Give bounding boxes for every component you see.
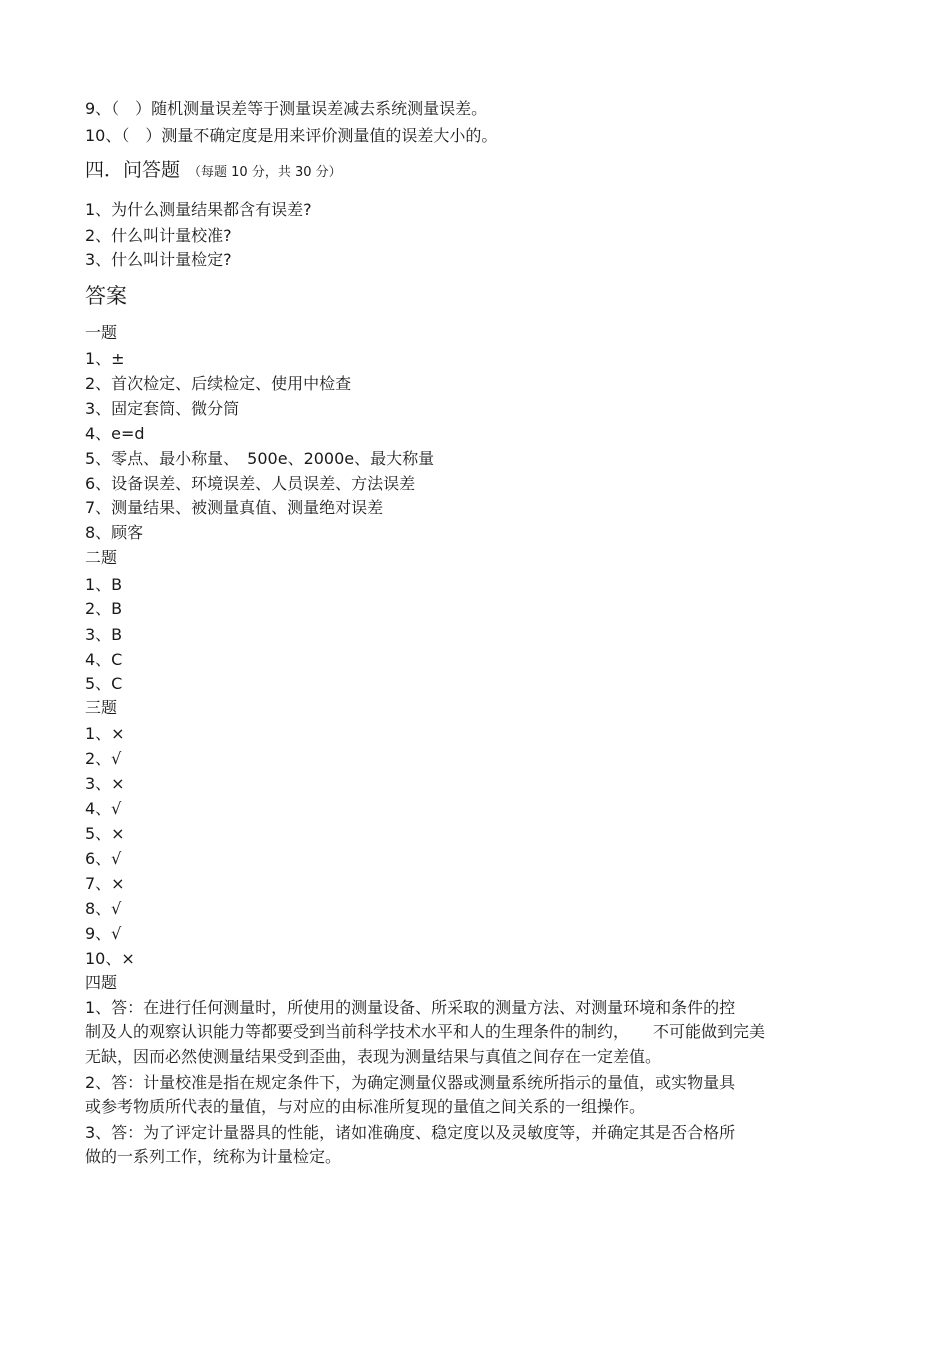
answers-title: 答案 — [85, 284, 127, 308]
tf-item-10: 10、（ ）测量不确定度是用来评价测量值的误差大小的。 — [85, 126, 498, 145]
part1-answer-2: 2、首次检定、后续检定、使用中检查 — [85, 374, 352, 393]
part1-answer-3: 3、固定套筒、微分筒 — [85, 399, 240, 418]
part2-answer-4: 4、C — [85, 650, 123, 669]
part4-line-7: 做的一系列工作，统称为计量检定。 — [85, 1147, 342, 1166]
part4-label: 四题 — [85, 973, 118, 992]
part3-answer-8: 8、√ — [85, 899, 122, 918]
part4-line-5: 或参考物质所代表的量值，与对应的由标准所复现的量值之间关系的一组操作。 — [85, 1097, 646, 1116]
part4-line-3: 无缺，因而必然使测量结果受到歪曲，表现为测量结果与真值之间存在一定差值。 — [85, 1047, 662, 1066]
part3-answer-3: 3、× — [85, 774, 125, 793]
part1-label: 一题 — [85, 323, 118, 342]
part3-label: 三题 — [85, 698, 118, 717]
question-1: 1、为什么测量结果都含有误差? — [85, 200, 312, 219]
part3-answer-6: 6、√ — [85, 849, 122, 868]
part2-answer-5: 5、C — [85, 674, 123, 693]
part3-answer-2: 2、√ — [85, 749, 122, 768]
question-3: 3、什么叫计量检定? — [85, 250, 232, 269]
section4-note: （每题 10 分，共 30 分） — [188, 165, 342, 180]
tf-item-9: 9、（ ）随机测量误差等于测量误差减去系统测量误差。 — [85, 99, 488, 118]
part3-answer-5: 5、× — [85, 824, 125, 843]
part1-answer-8: 8、顾客 — [85, 523, 144, 542]
part4-line-2: 制及人的观察认识能力等都要受到当前科学技术水平和人的生理条件的制约， 不可能做到完美 — [85, 1022, 766, 1041]
part3-answer-1: 1、× — [85, 724, 125, 743]
part4-line-4: 2、答：计量校准是指在规定条件下，为确定测量仪器或测量系统所指示的量值，或实物量具 — [85, 1073, 736, 1092]
part2-answer-3: 3、B — [85, 625, 123, 644]
part2-answer-2: 2、B — [85, 599, 123, 618]
part3-answer-4: 4、√ — [85, 799, 122, 818]
part3-answer-10: 10、× — [85, 949, 135, 968]
part1-answer-6: 6、设备误差、环境误差、人员误差、方法误差 — [85, 474, 416, 493]
part1-answer-5: 5、零点、最小称量、 500e、2000e、最大称量 — [85, 449, 435, 468]
part4-line-6: 3、答：为了评定计量器具的性能，诸如准确度、稳定度以及灵敏度等，并确定其是否合格所 — [85, 1123, 736, 1142]
part1-answer-4: 4、e=d — [85, 424, 145, 443]
section4-heading — [85, 160, 342, 183]
section4-title: 四．问答题 — [85, 159, 181, 181]
part1-answer-7: 7、测量结果、被测量真值、测量绝对误差 — [85, 498, 384, 517]
part3-answer-9: 9、√ — [85, 924, 122, 943]
part2-answer-1: 1、B — [85, 575, 123, 594]
question-2: 2、什么叫计量校准? — [85, 226, 232, 245]
part2-label: 二题 — [85, 548, 118, 567]
part1-answer-1: 1、± — [85, 349, 125, 368]
part3-answer-7: 7、× — [85, 874, 125, 893]
part4-line-1: 1、答：在进行任何测量时，所使用的测量设备、所采取的测量方法、对测量环境和条件的控 — [85, 998, 736, 1017]
